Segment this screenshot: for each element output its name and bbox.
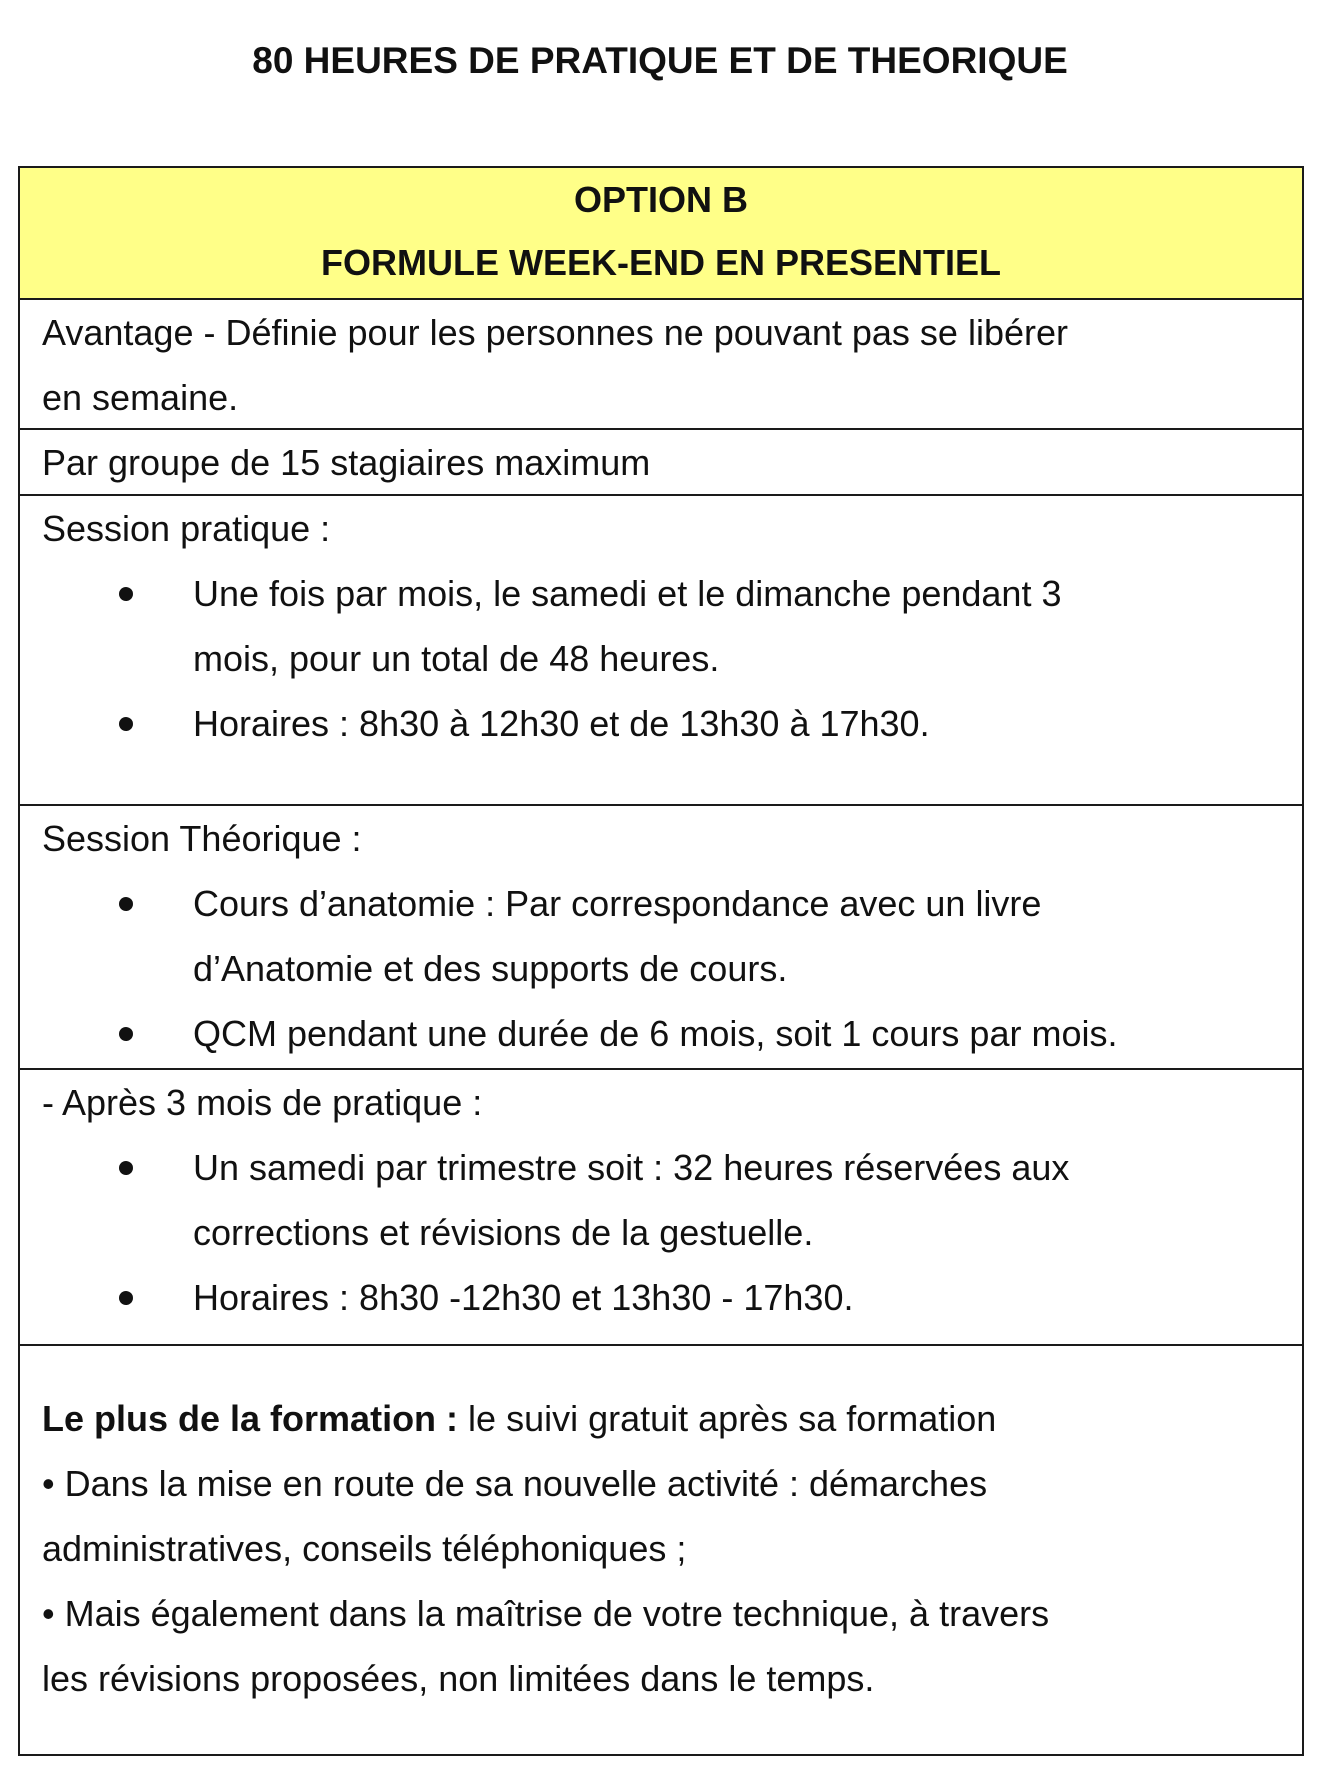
session-theorique-title: Session Théorique : bbox=[42, 818, 362, 859]
plus-formation-label: Le plus de la formation : bbox=[42, 1398, 459, 1439]
list-item-line1: Horaires : 8h30 à 12h30 et de 13h30 à 17h30. bbox=[193, 703, 930, 744]
list-item bbox=[42, 1135, 1282, 1265]
list-item bbox=[42, 691, 1282, 756]
table-header bbox=[20, 168, 1302, 298]
option-b-table bbox=[18, 166, 1304, 1756]
bullet-icon bbox=[119, 717, 133, 731]
session-pratique-title: Session pratique : bbox=[42, 508, 331, 549]
plus-formation-text: le suivi gratuit après sa formation bbox=[458, 1398, 997, 1439]
groupe-row bbox=[20, 428, 1302, 494]
plus-formation-row bbox=[20, 1344, 1302, 1754]
formula-title: FORMULE WEEK-END EN PRESENTIEL bbox=[320, 242, 1002, 283]
session-theorique-list bbox=[42, 871, 1282, 1066]
apres-pratique-title: - Après 3 mois de pratique : bbox=[42, 1082, 483, 1123]
session-theorique-row bbox=[20, 804, 1302, 1068]
list-item-line1: Cours d’anatomie : Par correspondance avec un livre bbox=[193, 883, 1042, 924]
list-item bbox=[42, 561, 1282, 691]
bullet-icon bbox=[119, 1291, 133, 1305]
avantage-text-line2: en semaine. bbox=[42, 377, 239, 418]
plus-formation-line2: • Dans la mise en route de sa nouvelle activité : démarches bbox=[42, 1463, 988, 1504]
option-title: OPTION B bbox=[573, 179, 748, 220]
bullet-icon bbox=[119, 587, 133, 601]
plus-formation-line4: • Mais également dans la maîtrise de votre technique, à travers bbox=[42, 1593, 1050, 1634]
bullet-icon bbox=[119, 1161, 133, 1175]
list-item-line1: Une fois par mois, le samedi et le dimanche pendant 3 bbox=[193, 573, 1062, 614]
apres-pratique-list bbox=[42, 1135, 1282, 1330]
avantage-text-line1: Avantage - Définie pour les personnes ne pouvant pas se libérer bbox=[42, 312, 1068, 353]
session-pratique-list bbox=[42, 561, 1282, 756]
list-item-line2: corrections et révisions de la gestuelle. bbox=[193, 1212, 814, 1253]
bullet-icon bbox=[119, 1027, 133, 1041]
apres-pratique-row bbox=[20, 1068, 1302, 1344]
list-item bbox=[42, 871, 1282, 1001]
page-title: 80 HEURES DE PRATIQUE ET DE THEORIQUE bbox=[252, 40, 1068, 81]
plus-formation-line3: administratives, conseils téléphoniques ; bbox=[42, 1528, 687, 1569]
bullet-icon bbox=[119, 897, 133, 911]
session-pratique-row bbox=[20, 494, 1302, 804]
list-item-line2: mois, pour un total de 48 heures. bbox=[193, 638, 720, 679]
avantage-row bbox=[20, 298, 1302, 428]
plus-formation-line5: les révisions proposées, non limitées dans le temps. bbox=[42, 1658, 875, 1699]
list-item bbox=[42, 1001, 1282, 1066]
groupe-text: Par groupe de 15 stagiaires maximum bbox=[42, 442, 651, 483]
list-item-line1: QCM pendant une durée de 6 mois, soit 1 cours par mois. bbox=[193, 1013, 1118, 1054]
list-item-line1: Un samedi par trimestre soit : 32 heures réservées aux bbox=[193, 1147, 1070, 1188]
list-item bbox=[42, 1265, 1282, 1330]
list-item-line2: d’Anatomie et des supports de cours. bbox=[193, 948, 788, 989]
list-item-line1: Horaires : 8h30 -12h30 et 13h30 - 17h30. bbox=[193, 1277, 854, 1318]
plus-formation-line1 bbox=[42, 1386, 1282, 1451]
